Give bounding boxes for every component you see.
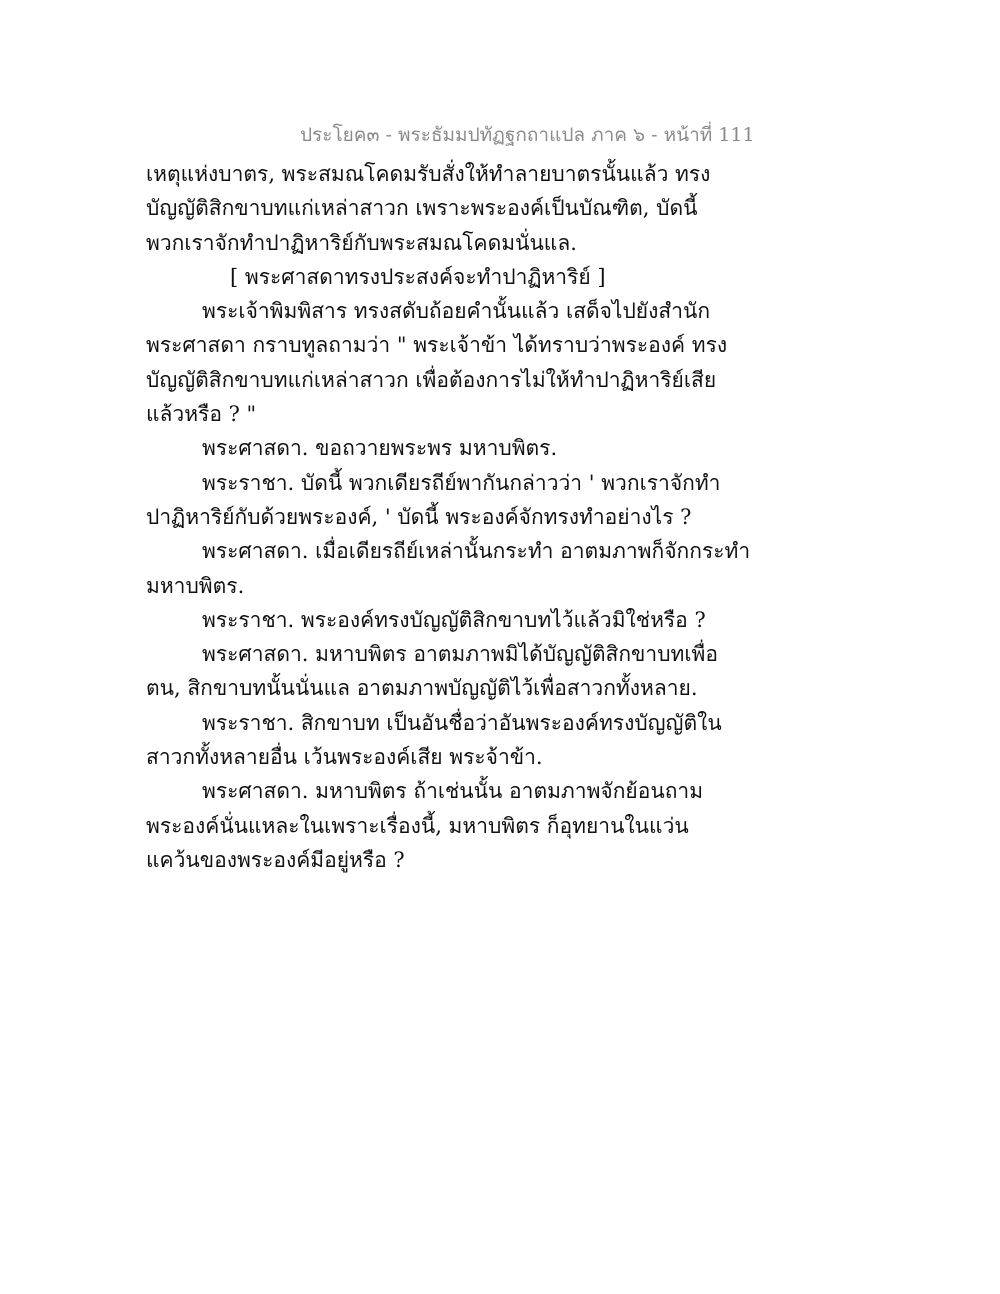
dialogue-line-teacher: พระศาสดา. มหาบพิตร อาตมภาพมิได้บัญญัติสิกขาบทเพื่อ (202, 642, 719, 667)
text-line: เหตุแห่งบาตร, พระสมณโคดมรับสั่งให้ทำลายบาตรนั้นแล้ว ทรง (146, 162, 711, 186)
text-line: ตน, สิกขาบทนั้นนั่นแล อาตมภาพบัญญัติไว้เพื่อสาวกทั้งหลาย. (146, 676, 698, 701)
dialogue-line-teacher: พระศาสดา. มหาบพิตร ถ้าเช่นนั้น อาตมภาพจักย้อนถาม (202, 779, 704, 804)
text-line: แล้วหรือ ? " (146, 402, 257, 427)
dialogue-line-king: พระราชา. สิกขาบท เป็นอันชื่อว่าอันพระองค์ทรงบัญญัติใน (202, 710, 722, 735)
dialogue-line-teacher: พระศาสดา. เมื่อเดียรถีย์เหล่านั้นกระทำ อาตมภาพก็จักกระทำ (202, 539, 751, 564)
text-line: บัญญัติสิกขาบทแก่เหล่าสาวก เพื่อต้องการไม่ให้ทำปาฏิหาริย์เสีย (146, 367, 717, 392)
text-line: มหาบพิตร. (146, 573, 245, 598)
text-line: แคว้นของพระองค์มีอยู่หรือ ? (146, 847, 405, 872)
text-line: สาวกทั้งหลายอื่น เว้นพระองค์เสีย พระจ้าข้า. (146, 745, 543, 770)
text-line: พวกเราจักทำปาฏิหาริย์กับพระสมณโคดมนั่นแล. (146, 230, 577, 255)
dialogue-line-teacher: พระศาสดา. ขอถวายพระพร มหาบพิตร. (202, 436, 558, 461)
running-header: ประโยค๓ - พระธัมมปทัฏฐกถาแปล ภาค ๖ - หน้าที่ 111 (300, 124, 755, 146)
text-line: พระศาสดา กราบทูลถามว่า " พระเจ้าข้า ได้ทราบว่าพระองค์ ทรง (146, 333, 728, 358)
text-line: บัญญัติสิกขาบทแก่เหล่าสาวก เพราะพระองค์เป็นบัณฑิต, บัดนี้ (146, 196, 698, 221)
paragraph-start-line: พระเจ้าพิมพิสาร ทรงสดับถ้อยคำนั้นแล้ว เสด็จไปยังสำนัก (202, 299, 711, 324)
section-heading: [ พระศาสดาทรงประสงค์จะทำปาฏิหาริย์ ] (230, 264, 606, 289)
text-line: ปาฏิหาริย์กับด้วยพระองค์, ' บัดนี้ พระองค์จักทรงทำอย่างไร ? (146, 504, 692, 529)
body-text (146, 157, 751, 877)
dialogue-line-king: พระราชา. พระองค์ทรงบัญญัติสิกขาบทไว้แล้วมิใช่หรือ ? (202, 607, 706, 632)
dialogue-line-king: พระราชา. บัดนี้ พวกเดียรถีย์พากันกล่าวว่า ' พวกเราจักทำ (202, 470, 721, 495)
text-line: พระองค์นั่นแหละในเพราะเรื่องนี้, มหาบพิตร ก็อุทยานในแว่น (146, 813, 689, 838)
